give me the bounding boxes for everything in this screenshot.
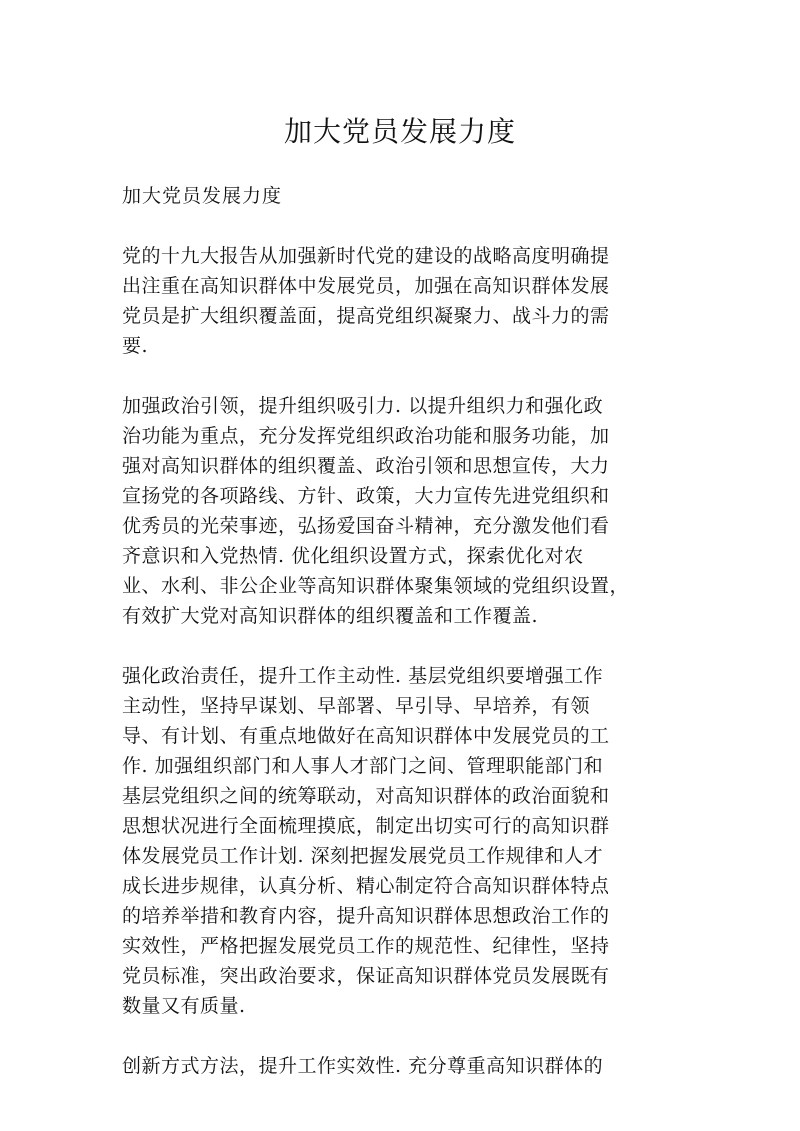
paragraph-line: 出注重在高知识群体中发展党员，加强在高知识群体发展 [122, 275, 610, 297]
paragraph-line: 的培养举措和教育内容，提升高知识群体思想政治工作的 [122, 905, 610, 927]
paragraph-line: 成长进步规律，认真分析、精心制定符合高知识群体特点 [122, 875, 610, 897]
paragraph-line: 数量又有质量. [122, 995, 246, 1017]
paragraph-line: 实效性，严格把握发展党员工作的规范性、纪律性，坚持 [122, 935, 610, 957]
paragraph-line: 党员是扩大组织覆盖面，提高党组织凝聚力、战斗力的需 [122, 305, 610, 327]
paragraph-line: 导、有计划、有重点地做好在高知识群体中发展党员的工 [122, 725, 610, 747]
paragraph-line: 有效扩大党对高知识群体的组织覆盖和工作覆盖. [122, 605, 539, 627]
paragraph-political-guidance [122, 391, 672, 631]
paragraph-line: 强对高知识群体的组织覆盖、政治引领和思想宣传，大力 [122, 455, 610, 477]
paragraph-line: 体发展党员工作计划. 深刻把握发展党员工作规律和人才 [122, 845, 604, 867]
paragraph-innovation [122, 1051, 672, 1081]
paragraph-line: 加强政治引领，提升组织吸引力. 以提升组织力和强化政 [122, 395, 604, 417]
paragraph-line: 强化政治责任，提升工作主动性. 基层党组织要增强工作 [122, 665, 604, 687]
paragraph-line: 作. 加强组织部门和人事人才部门之间、管理职能部门和 [122, 755, 604, 777]
paragraph-line: 治功能为重点，充分发挥党组织政治功能和服务功能，加 [122, 425, 610, 447]
document-title: 加大党员发展力度 [283, 115, 516, 148]
paragraph-line: 主动性，坚持早谋划、早部署、早引导、早培养，有领 [122, 695, 591, 717]
paragraph-line: 党的十九大报告从加强新时代党的建设的战略高度明确提 [122, 245, 610, 267]
paragraph-line: 要. [122, 335, 149, 357]
paragraph-line: 党员标准，突出政治要求，保证高知识群体党员发展既有 [122, 965, 610, 987]
document-subtitle: 加大党员发展力度 [122, 185, 283, 207]
paragraph-line: 思想状况进行全面梳理摸底，制定出切实可行的高知识群 [122, 815, 610, 837]
paragraph-line: 创新方式方法，提升工作实效性. 充分尊重高知识群体的 [122, 1055, 604, 1077]
paragraph-line: 宣扬党的各项路线、方针、政策，大力宣传先进党组织和 [122, 485, 610, 507]
paragraph-line: 基层党组织之间的统筹联动，对高知识群体的政治面貌和 [122, 785, 610, 807]
paragraph-line: 优秀员的光荣事迹，弘扬爱国奋斗精神，充分激发他们看 [122, 515, 610, 537]
paragraph-political-responsibility [122, 661, 672, 1021]
paragraph-line: 业、水利、非公企业等高知识群体聚集领域的党组织设置， [122, 575, 630, 597]
document-body [122, 181, 672, 1111]
paragraph-line: 齐意识和入党热情. 优化组织设置方式，探索优化对农 [122, 545, 584, 567]
paragraph-intro [122, 241, 672, 361]
